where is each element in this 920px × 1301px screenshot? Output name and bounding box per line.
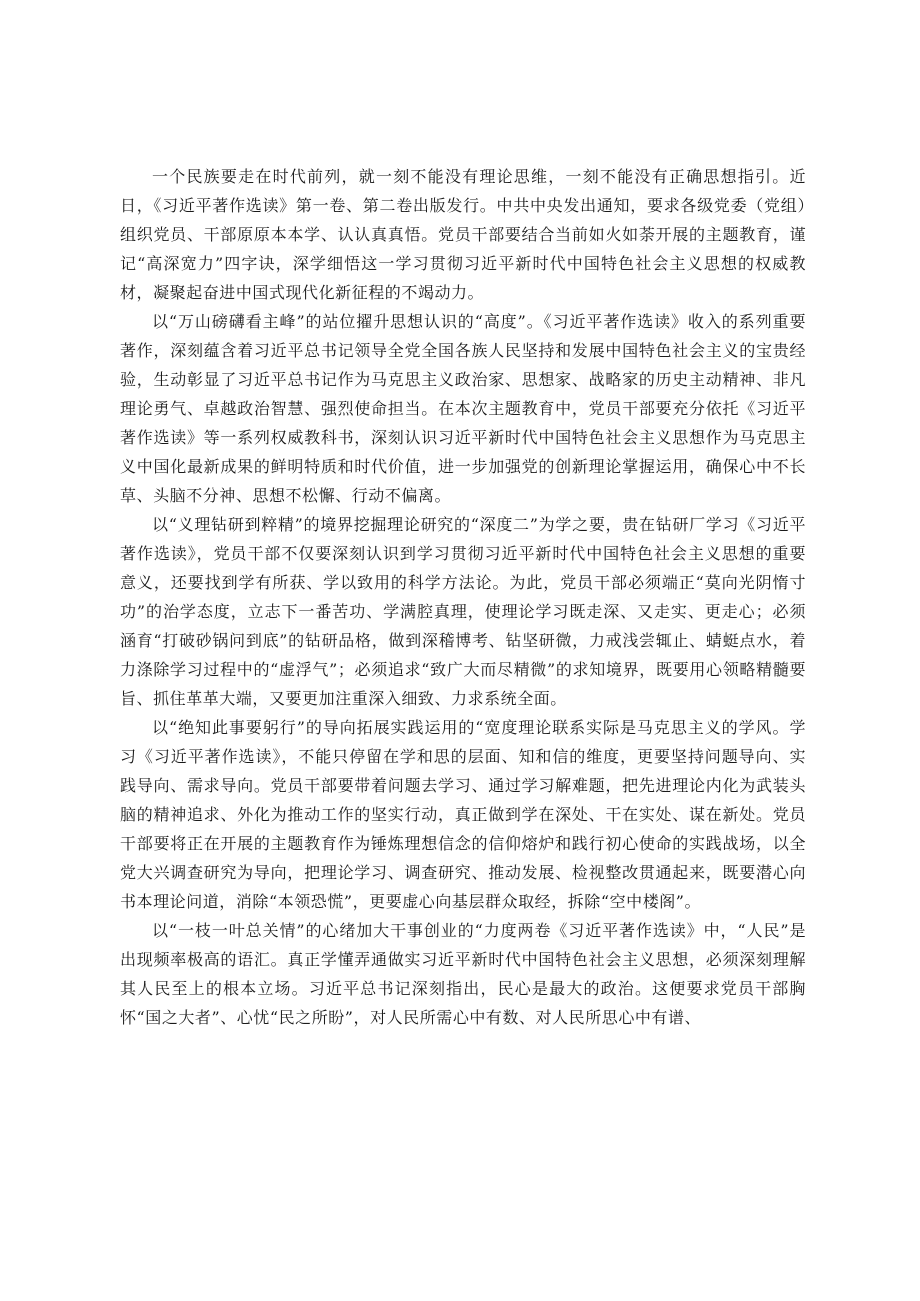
paragraph-height: 以“万山磅礴看主峰”的站位擢升思想认识的“高度”。《习近平著作选读》收入的系列重要著作，深刻蕴含着习近平总书记领导全党全国各族人民坚持和发展中国特色社会主义的宝贵经验，生动彰显了习近平总书记作为马克思主义政治家、思想家、战略家的历史主动精神、非凡理论勇气、卓越政治智慧、强烈使命担当。在本次主题教育中，党员干部要充分依托《习近平著作选读》等一系列权威教科书，深刻认识习近平新时代中国特色社会主义思想作为马克思主义中国化最新成果的鲜明特质和时代价值，进一步加强党的创新理论掌握运用，确保心中不长草、头脑不分神、思想不松懈、行动不偏离。	[120, 312, 806, 505]
document-body	[120, 162, 806, 1032]
paragraph-strength: 以“一枝一叶总关情”的心绪加大干事创业的“力度两卷《习近平著作选读》中，“人民”是出现频率极高的语汇。真正学懂弄通做实习近平新时代中国特色社会主义思想，必须深刻理解其人民至上的根本立场。习近平总书记深刻指出，民心是最大的政治。这便要求党员干部胸怀“国之大者”、心忧“民之所盼”，对人民所需心中有数、对人民所思心中有谱、	[120, 921, 806, 1027]
paragraph-width: 以“绝知此事要躬行”的导向拓展实践运用的“宽度理论联系实际是马克思主义的学风。学习《习近平著作选读》，不能只停留在学和思的层面、知和信的维度，更要坚持问题导向、实践导向、需求导向。党员干部要带着问题去学习、通过学习解难题，把先进理论内化为武装头脑的精神追求、外化为推动工作的坚实行动，真正做到学在深处、干在实处、谋在新处。党员干部要将正在开展的主题教育作为锤炼理想信念的信仰熔炉和践行初心使命的实践战场，以全党大兴调查研究为导向，把理论学习、调查研究、推动发展、检视整改贯通起来，既要潜心向书本理论问道，消除“本领恐慌”，更要虚心向基层群众取经，拆除“空中楼阁”。	[120, 718, 806, 911]
paragraph-intro: 一个民族要走在时代前列，就一刻不能没有理论思维，一刻不能没有正确思想指引。近日，《习近平著作选读》第一卷、第二卷出版发行。中共中央发出通知，要求各级党委（党组）组织党员、干部原原本本学、认认真真悟。党员干部要结合当前如火如荼开展的主题教育，谨记“高深宽力”四字诀，深学细悟这一学习贯彻习近平新时代中国特色社会主义思想的权威教材，凝聚起奋进中国式现代化新征程的不竭动力。	[120, 167, 806, 302]
paragraph-depth: 以“义理钻研到粹精”的境界挖掘理论研究的“深度二”为学之要，贵在钻研厂学习《习近平著作选读》，党员干部不仅要深刻认识到学习贯彻习近平新时代中国特色社会主义思想的重要意义，还要找到学有所获、学以致用的科学方法论。为此，党员干部必须端正“莫向光阴惰寸功”的治学态度，立志下一番苦功、学满腔真理，使理论学习既走深、又走实、更走心；必须涵育“打破砂锅问到底”的钻研品格，做到深稽博考、钻坚研微，力戒浅尝辄止、蜻蜓点水，着力涤除学习过程中的“虚浮气”；必须追求“致广大而尽精微”的求知境界，既要用心领略精髓要旨、抓住革革大端，又要更加注重深入细致、力求系统全面。	[120, 515, 806, 708]
